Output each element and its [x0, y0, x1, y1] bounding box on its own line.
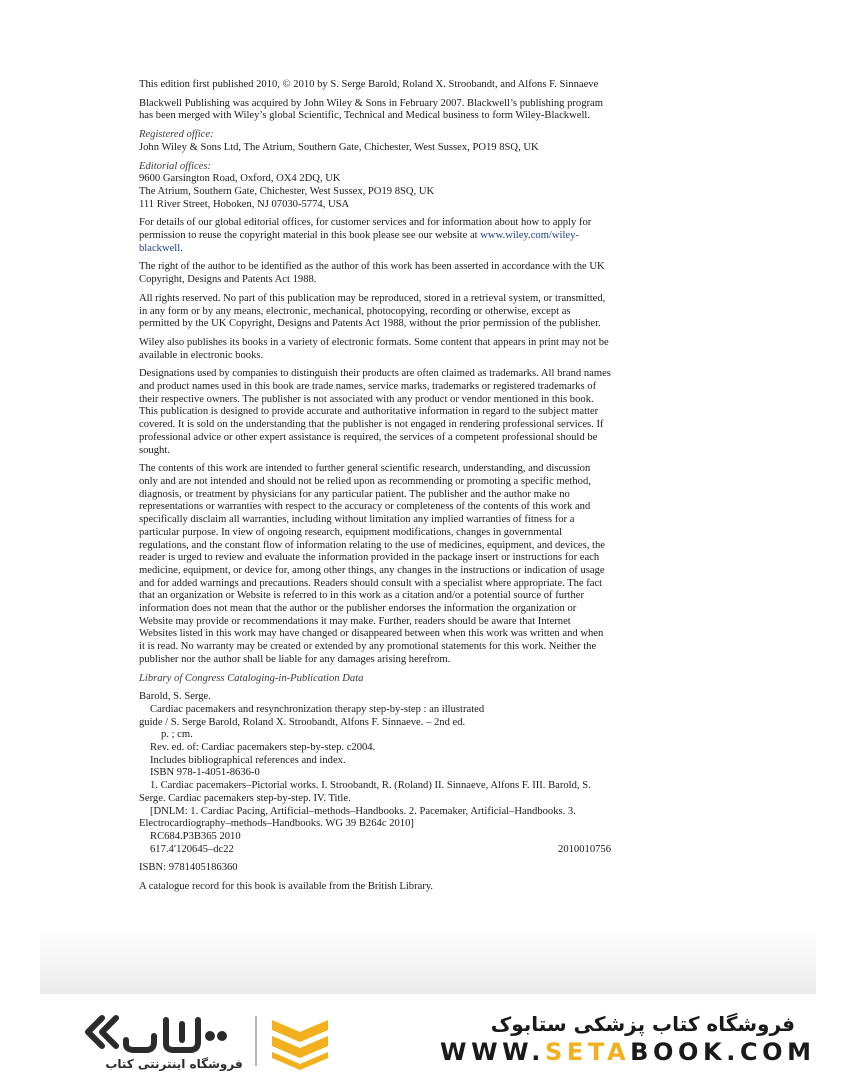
- all-rights-reserved: All rights reserved. No part of this publication may be reproduced, stored in a retrieval system, or transmitted, in any form or by any means, electronic, mechanical, photocopying, recording or otherwise, except as permitted by the UK Copyright, Designs and Patents Act 1988, without the prior permission of the publisher.: [139, 292, 606, 330]
- cip-dnlm: [DNLM: 1. Cardiac Pacing, Artificial–methods–Handbooks. 2. Pacemaker, Artificial–Handbooks. 3. Electrocardiography–methods–Handbooks. WG 39 B264c 2010]: [139, 805, 576, 830]
- catalogue-record: A catalogue record for this book is available from the British Library.: [139, 881, 434, 893]
- page-fade-overlay: [40, 925, 816, 995]
- url-accent: SETA: [544, 1038, 631, 1066]
- trademark-statement: Designations used by companies to distinguish their products are often claimed as trademarks. All brand names and product names used in this book are trade names, service marks, trademarks or registered trademarks of their respective owners. The publisher is not associated with any product or vendor mentioned in this book. This publication is designed to provide accurate and authoritative information in regard to the subject matter covered. It is sold on the understanding that the publisher is not engaged in rendering professional services. If professional advice or other expert assistance is required, the services of a competent professional should be sought.: [139, 368, 611, 456]
- url-suffix: BOOK.COM: [630, 1038, 816, 1066]
- cip-subjects: 1. Cardiac pacemakers–Pictorial works. I. Stroobandt, R. (Roland) II. Sinnaeve, Alfons F. III. Barold, S. Serge. Cardiac pacemakers step-by-step. IV. Title.: [139, 780, 591, 804]
- electronic-formats-statement: Wiley also publishes its books in a variety of electronic formats. Some content that appears in print may not be available in electronic books.: [139, 336, 609, 361]
- editorial-offices: [139, 161, 611, 212]
- store-url[interactable]: [440, 1038, 816, 1066]
- author-rights-statement: The right of the author to be identified as the author of this work has been asserted in accordance with the UK Copyright, Designs and Patents Act 1988.: [139, 261, 605, 286]
- editorial-offices-label: Editorial offices:: [139, 160, 212, 172]
- cip-record: [139, 691, 611, 856]
- store-banner: [0, 994, 857, 1080]
- logo-wordmark: [126, 1020, 224, 1050]
- book-stack-icon: [272, 1020, 328, 1070]
- blackwell-statement: Blackwell Publishing was acquired by John Wiley & Sons in February 2007. Blackwell’s publishing program has been merged with Wiley’s global Scientific, Technical and Medical business to form Wiley-Blackwell.: [139, 97, 603, 122]
- setabook-logo: [82, 1010, 347, 1072]
- editorial-address: The Atrium, Southern Gate, Chichester, West Sussex, PO19 8SQ, UK: [139, 185, 435, 197]
- cip-isbn: ISBN 978-1-4051-8636-0: [150, 767, 260, 779]
- registered-office-address: John Wiley & Sons Ltd, The Atrium, Southern Gate, Chichester, West Sussex, PO19 8SQ, UK: [139, 141, 539, 153]
- url-prefix: WWW.: [440, 1038, 545, 1066]
- chevrons-icon: [88, 1018, 116, 1046]
- cip-title-line: Cardiac pacemakers and resynchronization therapy step-by-step : an illustrated: [150, 703, 485, 715]
- logo-word: ستابوک: [82, 1010, 86, 1011]
- registered-office-label: Registered office:: [139, 129, 214, 141]
- cip-author: Barold, S. Serge.: [139, 691, 211, 703]
- cip-heading: Library of Congress Cataloging-in-Publication Data: [139, 672, 364, 684]
- cip-pages: p. ; cm.: [161, 729, 193, 741]
- cip-includes: Includes bibliographical references and index.: [150, 754, 346, 766]
- cip-ddc: 617.4′120645–dc22: [150, 843, 234, 855]
- disclaimer-statement: The contents of this work are intended to further general scientific research, understanding, and discussion only and are not intended and should not be relied upon as recommending or promoting a specific method, diagnosis, or treatment by physicians for any particular patient. The publisher and the author make no representations or warranties with respect to the accuracy or completeness of the contents of this work and specifically disclaim all warranties, including without limitation any implied warranties of fitness for a particular purpose. In view of ongoing research, equipment modifications, changes in governmental regulations, and the constant flow of information relating to the use of medicines, equipment, and devices, the reader is urged to review and evaluate the information provided in the package insert or instructions for each medicine, equipment, or device for, among other things, any changes in the instructions or indication of usage and for added warnings and precautions. Readers should consult with a specialist where appropriate. The fact that an organization or Website is referred to in this work as a citation and/or a potential source of further information does not mean that the author or the publisher endorses the information the organization or Website may provide or recommendations it may make. Further, readers should be aware that Internet Websites listed in this work may have changed or disappeared between when this work was written and when it is read. No warranty may be created or extended by any promotional statements for this work. Neither the publisher nor the author shall be liable for any damages arising herefrom.: [139, 463, 605, 665]
- editorial-address: 9600 Garsington Road, Oxford, OX4 2DQ, UK: [139, 173, 341, 185]
- isbn-line: ISBN: 9781405186360: [139, 862, 238, 874]
- edition-statement: This edition first published 2010, © 2010 by S. Serge Barold, Roland X. Stroobandt, and Alfons F. Sinnaeve: [139, 79, 599, 90]
- cip-classification-row: [139, 844, 611, 857]
- editorial-address: 111 River Street, Hoboken, NJ 07030-5774, USA: [139, 198, 350, 210]
- cip-title-line: guide / S. Serge Barold, Roland X. Stroobandt, Alfons F. Sinnaeve. – 2nd ed.: [139, 716, 466, 728]
- details-end: .: [180, 242, 183, 254]
- cip-lcc: RC684.P3B365 2010: [150, 830, 241, 842]
- registered-office: [139, 129, 611, 154]
- store-name: فروشگاه کتاب پزشکی ستابوک: [490, 1012, 795, 1036]
- cip-rev: Rev. ed. of: Cardiac pacemakers step-by-step. c2004.: [150, 742, 376, 754]
- cip-lccn: 2010010756: [558, 843, 611, 855]
- logo-subtitle: فروشگاه اینترنتی کتاب: [105, 1057, 243, 1071]
- details-text: For details of our global editorial offices, for customer services and for information about how to apply for permission to reuse the copyright material in this book please see our website at: [139, 217, 592, 242]
- copyright-page: [139, 79, 611, 900]
- details-paragraph: [139, 217, 611, 255]
- website-link[interactable]: www.wiley.com/wiley-blackwell: [139, 230, 579, 254]
